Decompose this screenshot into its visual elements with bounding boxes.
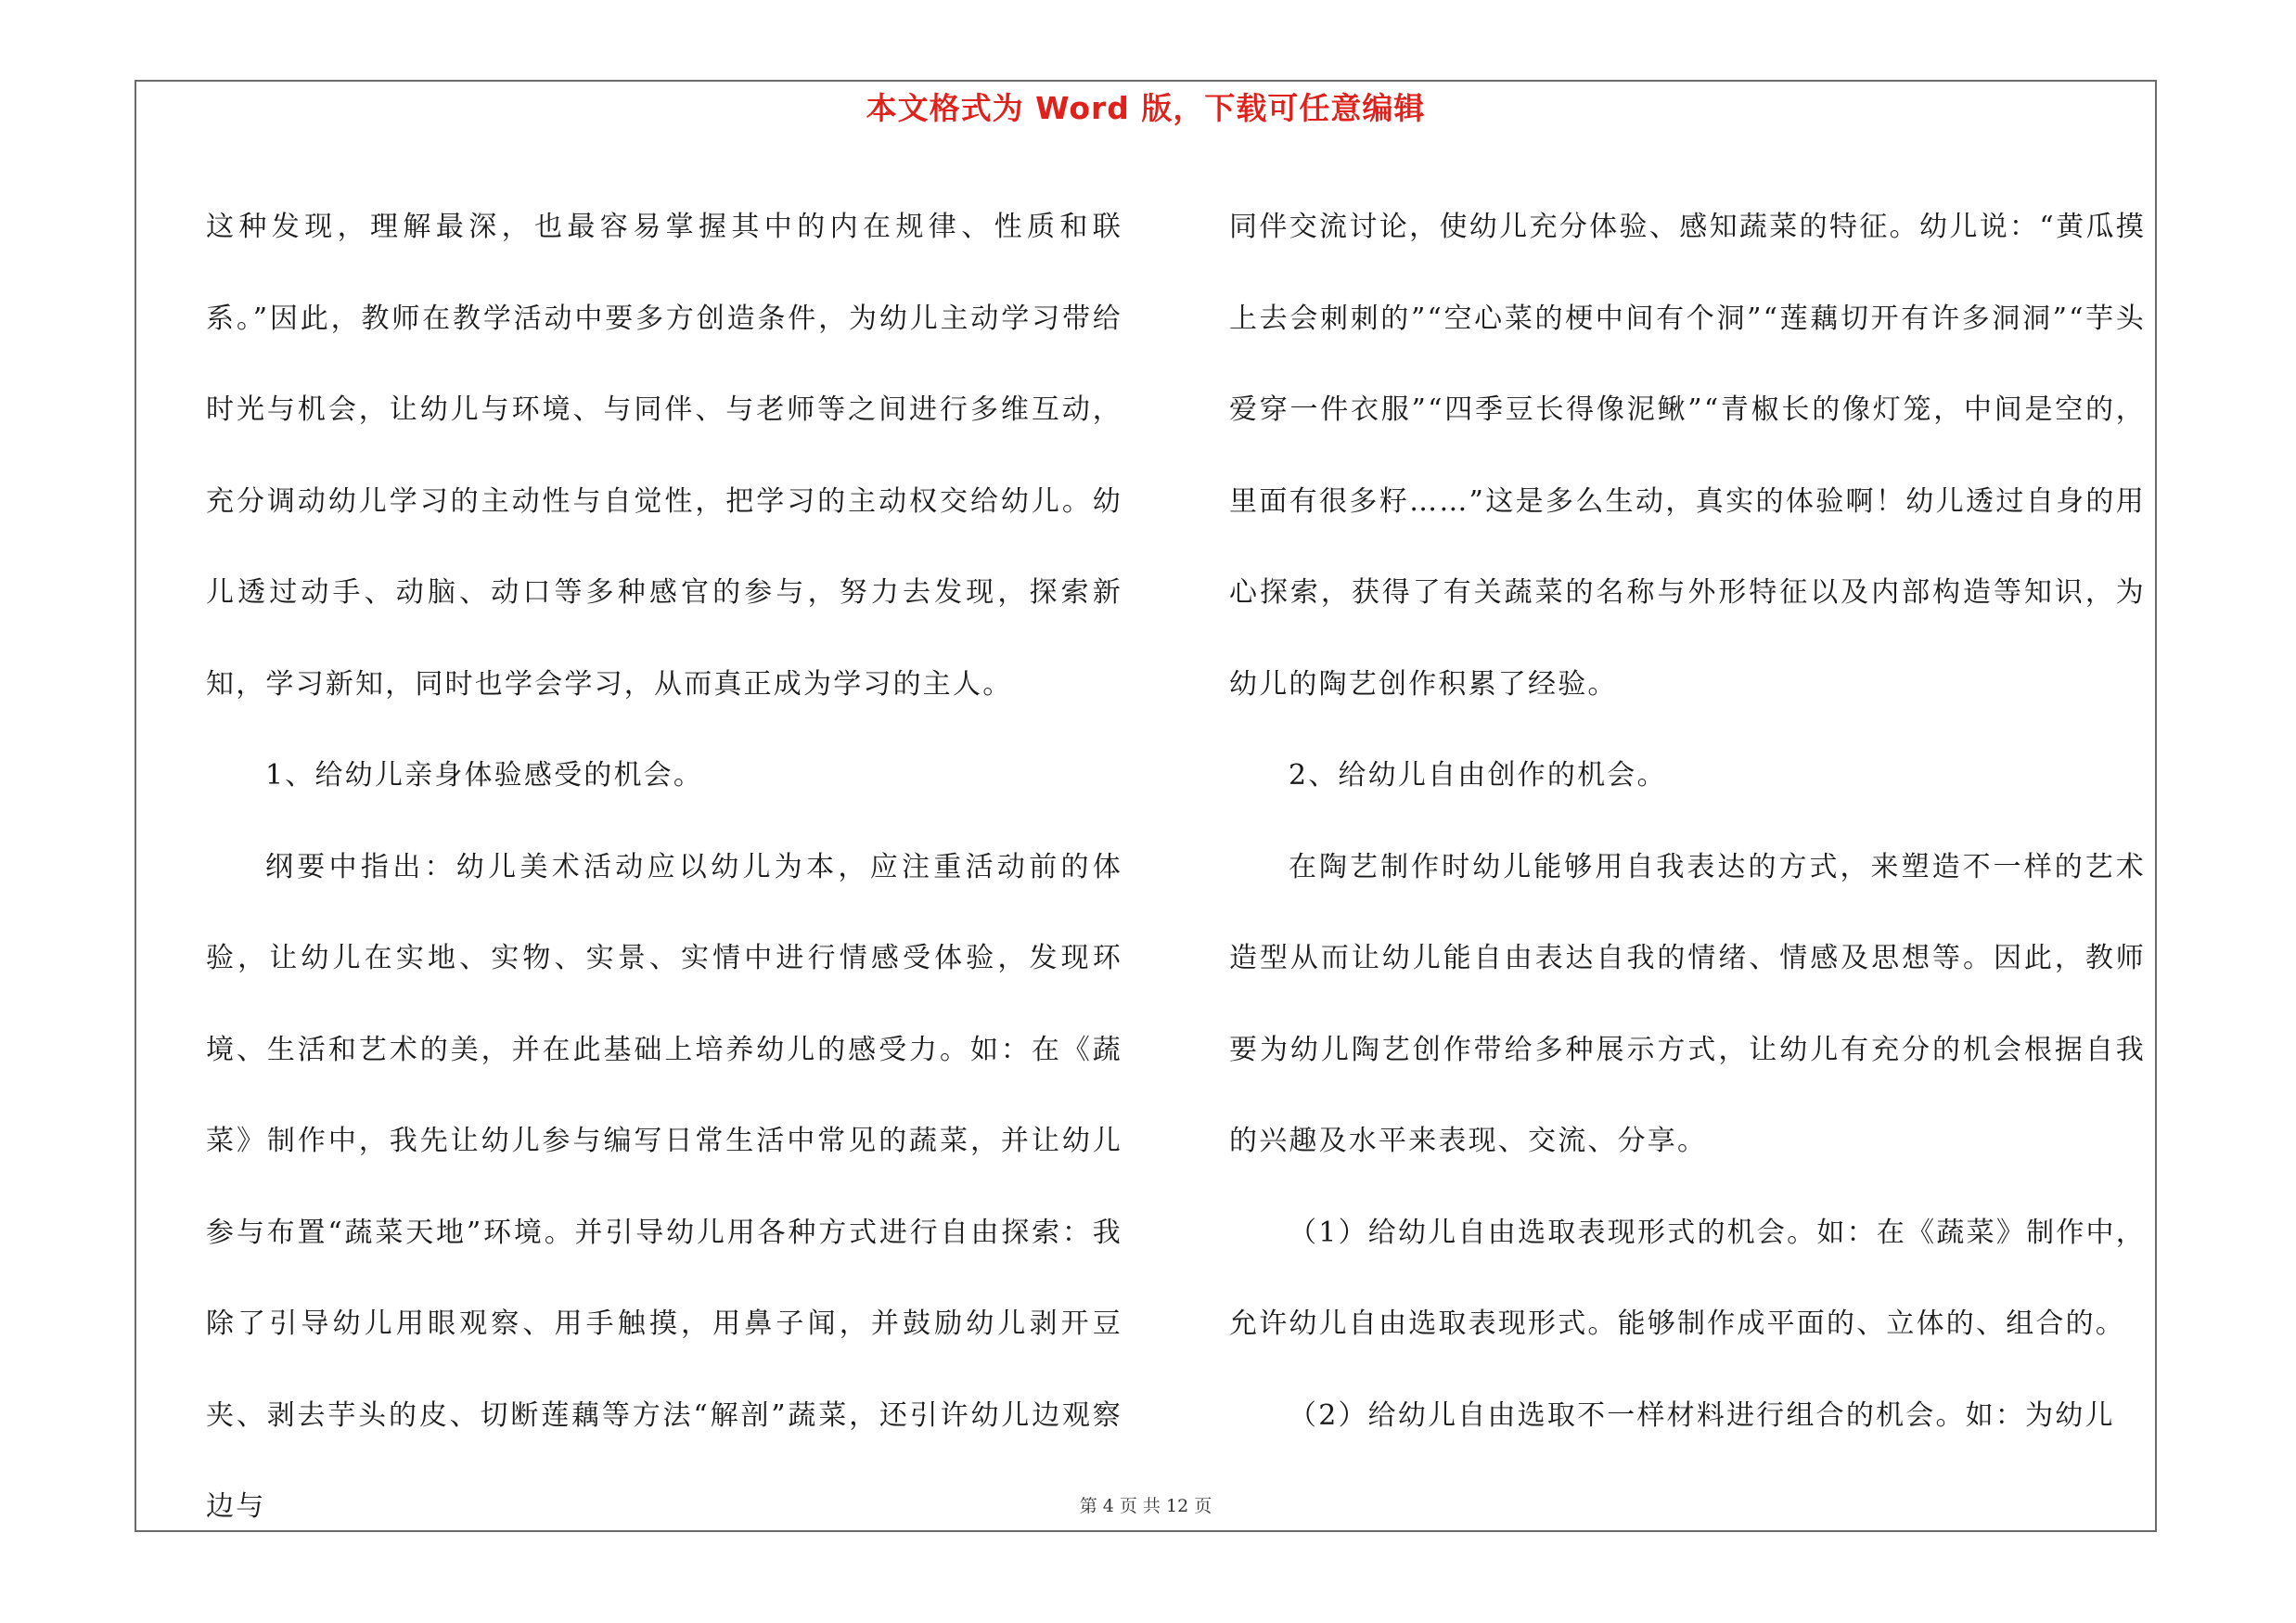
- section-heading-2: 2、给幼儿自由创作的机会。: [1289, 759, 1667, 792]
- right-text-column: [1229, 182, 2146, 1462]
- paragraph-continued: 同伴交流讨论，使幼儿充分体验、感知蔬菜的特征。幼儿说：“黄瓜摸上去会刺刺的”“空心菜的梗中间有个洞”“莲藕切开有许多洞洞”“芋头爱穿一件衣服”“四季豆长得像泥鳅”“青椒长的像灯笼，中间是空的，里面有很多籽……”这是多么生动，真实的体验啊！幼儿透过自身的用心探索，获得了有关蔬菜的名称与外形特征以及内部构造等知识，为幼儿的陶艺创作积累了经验。: [1229, 211, 2146, 701]
- page-number: 第 4 页 共 12 页: [1079, 1496, 1212, 1516]
- left-text-column: [206, 182, 1122, 1553]
- paragraph-continued: 这种发现，理解最深，也最容易掌握其中的内在规律、性质和联系。”因此，教师在教学活动中要多方创造条件，为幼儿主动学习带给时光与机会，让幼儿与环境、与同伴、与老师等之间进行多维互动，充分调动幼儿学习的主动性与自觉性，把学习的主动权交给幼儿。幼儿透过动手、动脑、动口等多种感官的参与，努力去发现，探索新知，学习新知，同时也学会学习，从而真正成为学习的主人。: [206, 211, 1122, 701]
- paragraph-body: 在陶艺制作时幼儿能够用自我表达的方式，来塑造不一样的艺术造型从而让幼儿能自由表达自我的情绪、情感及思想等。因此，教师要为幼儿陶艺创作带给多种展示方式，让幼儿有充分的机会根据自我的兴趣及水平来表现、交流、分享。: [1229, 850, 2146, 1157]
- paragraph-body: 纲要中指出：幼儿美术活动应以幼儿为本，应注重活动前的体验，让幼儿在实地、实物、实景、实情中进行情感受体验，发现环境、生活和艺术的美，并在此基础上培养幼儿的感受力。如：在《蔬菜》制作中，我先让幼儿参与编写日常生活中常见的蔬菜，并让幼儿参与布置“蔬菜天地”环境。并引导幼儿用各种方式进行自由探索：我除了引导幼儿用眼观察、用手触摸，用鼻子闻，并鼓励幼儿剥开豆夹、剥去芋头的皮、切断莲藕等方法“解剖”蔬菜，还引许幼儿边观察边与: [206, 850, 1122, 1523]
- list-item-2: （2）给幼儿自由选取不一样材料进行组合的机会。如：为幼儿: [1289, 1398, 2115, 1432]
- list-item-1: （1）给幼儿自由选取表现形式的机会。如：在《蔬菜》制作中，允许幼儿自由选取表现形式。能够制作成平面的、立体的、组合的。: [1229, 1216, 2146, 1340]
- section-heading-1: 1、给幼儿亲身体验感受的机会。: [265, 759, 704, 792]
- format-notice-banner: 本文格式为 Word 版，下载可任意编辑: [866, 90, 1426, 126]
